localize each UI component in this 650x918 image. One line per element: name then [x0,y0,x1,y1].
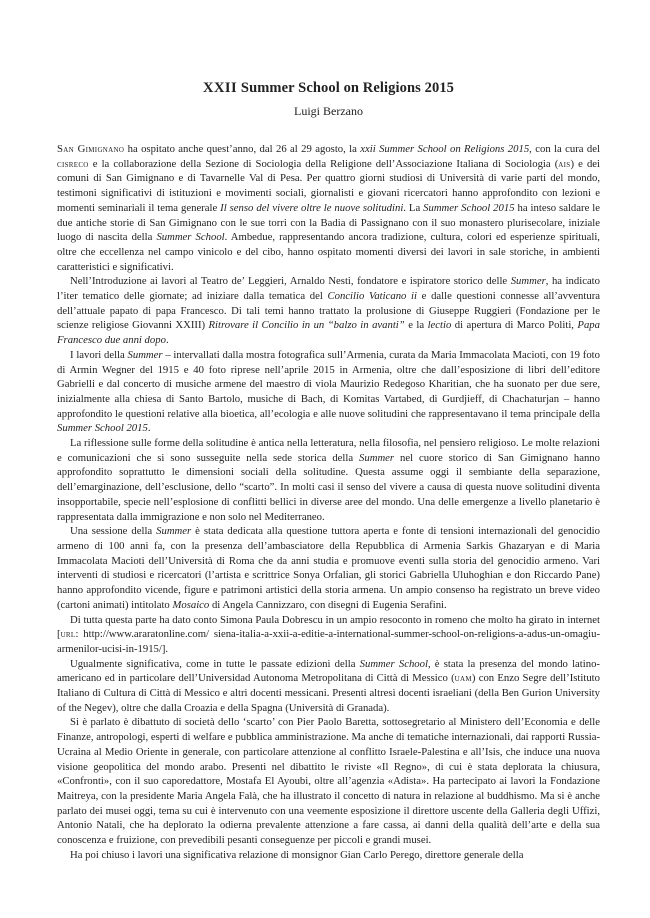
body-paragraph [57,436,600,524]
italic-text: Il senso del vivere oltre le nuove solitudini [220,201,404,214]
paragraph-text: Si è parlato è dibattuto di società dello ‘scarto’ con Pier Paolo Baretta, sottosegretario al Ministero dell’Economia e delle Finanze, antropologi, esperti di welfare e pubblica amministrazione. Ma anche di tematiche internazionali, dai rapporti Russia-Ucraina al Medio Oriente in generale, con particolare attenzione al conflitto Israele-Palestina e all’Isis, che induce una nuova visione geopolitica del mondo arabo. Presenti nel dibattito le riviste «Il Regno», di cui è stata deplorata la chiusura, «Confronti», con il suo caporedattore, Mostafa El Ayoubi, oltre all’agenzia «Adista». Ha partecipato ai lavori la Fondazione Maitreya, con la presidente Maria Angela Falà, che ha illustrato il concetto di natura in relazione al buddhismo. Ma si è anche parlato dei musei oggi, tema su cui è intervenuto con una veemente esposizione il direttore uscente della Galleria degli Uffizi, Antonio Natali, che ha deplorato la odierna prevalente attenzione a fare cassa, ai danni della qualità dell’arte e della sua conoscenza e fruizione, con prevedibili pesanti conseguenze per piccoli e grandi musei. [57,716,600,847]
article-body [57,142,600,862]
italic-text: Summer School [359,657,428,670]
paragraph-text: – intervallati dalla mostra fotografica sull’Armenia, curata da Maria Immacolata Macioti, con 19 foto di Armin Wegner del 1915 e 40 foto riprese nell’aprile 2015 in Armenia, oltre che dall’esposizione di libri dell’editore Gabrielli e dal concerto di musiche armene del maestro di viola Maurizio Redegoso Kharitian, che ha suonato per due sere, inizialmente alla chiesa di Santo Bartolo, musiche di Bach, di Komitas Vartabed, di Gurdjieff, di Chachaturjan – hanno approfondito le questioni relative alla bioetica, all’ecologia e alle nuove solitudini che rappresentavano il tema principale della [57,348,600,420]
body-paragraph [57,348,600,436]
paragraph-text: Ugualmente significativa, come in tutte le passate edizioni della [70,657,360,670]
paragraph-text: , ha indicato l’iter tematico delle giornate; ad iniziare dalla tematica del [57,275,600,303]
paragraph-text: nel cuore storico di San Gimignano hanno approfondito soprattutto le dimensioni sociali della solitudine. Questa assume oggi il sembiante della separazione, dell’emarginazione, dell’esclusione, dello “scarto”. In molti casi il senso del vivere a causa di questa nuove solitudini diventa insopportabile, specie nell’esplosione di conflitti bellici in diverse aree del mondo. Una delle emergenze a livello planetario è rappresentata dalla immigrazione e non solo nel Mediterraneo. [57,451,600,523]
paragraph-text: : http://www.araratonline.com/ siena-italia-a-xxii-a-editie-a-international-summer-school-on-religions-a-adus-un-omagiu-armenilor-ucisi-in-1915/]. [57,628,600,655]
body-paragraph [57,142,600,274]
italic-text: Summer School [156,231,225,244]
article-title [57,80,600,97]
title-text: Summer School on Religions 2015 [237,80,455,96]
paragraph-text: . [165,334,169,347]
paragraph-text: Una sessione della [70,525,157,538]
paragraph-text: Di tutta questa parte ha dato conto Simona Paula Dobrescu in un ampio resoconto in romeno che molto ha girato in internet [ [57,613,600,641]
italic-text: Concilio Vaticano ii [327,290,417,303]
title-edition-number: XXII [202,80,238,96]
body-paragraph [57,524,600,612]
paragraph-text: Nell’Introduzione ai lavori al Teatro de’ Leggieri, Arnaldo Nesti, fondatore e ispiratore storico delle [70,275,511,288]
paragraph-text: La riflessione sulle forme della solitudine è antica nella letteratura, nella filosofia, nel pensiero religioso. Le molte relazioni e comunicazioni che si sono susseguite nella sede storica della [57,437,600,464]
italic-text: Mosaico [172,598,210,611]
italic-text: Ritrovare il Concilio in un “balzo in avanti” [208,319,405,332]
paragraph-text: ) con Enzo Segre dell’Istituto Italiano di Cultura di Città di Messico e altri docenti messicani. Presenti altresì docenti israeliani (della Ben Gurion University of the Negev), oltre che dalla Croazia e della Spagna (Università di Granada). [57,672,600,714]
italic-text: Papa Francesco due anni dopo [57,319,600,347]
paragraph-text: è stata dedicata alla questione tuttora aperta e fonte di tensioni internazionali del genocidio armeno di 100 anni fa, con la presenza dell’ambasciatore della Repubblica di Armenia Sarkis Ghazaryan e di Maria Immacolata Macioti dell’Università di Roma che da anni studia e promuove eventi sulla storia del genocidio armeno. Vari interventi di studiosi e ricercatori (l’artista e scrittrice Sonya Orfalian, gli storici Gabriella Uluhoghian e don Riccardo Pane) hanno approfondito vicende, figure e patrimoni artistici della storia armena. Un ampio consenso ha registrato un breve video (cartoni animati) intitolato [57,525,600,611]
italic-text: Summer [510,275,546,288]
small-caps-text: uam [454,672,472,685]
paragraph-text: ) e dei comuni di San Gimignano e di Tavarnelle Val di Pesa. Per quattro giorni studiosi di Università di varie parti del mondo, testimoni significativi di istituzioni e movimenti sociali, giornalisti e giovani ricercatori hanno approfondito con lezioni e momenti seminariali il tema generale [57,157,601,214]
italic-text: Summer [156,525,192,538]
body-paragraph [57,613,600,657]
paragraph-text: e la [404,319,428,332]
italic-text: Summer School 2015 [57,422,148,435]
paragraph-text: di apertura di Marco Politi, [451,319,578,332]
paragraph-text: ha ospitato anche quest’anno, dal 26 al 29 agosto, la [124,143,361,155]
paragraph-text: I lavori della [70,348,128,361]
italic-text: Summer School 2015 [423,201,515,214]
body-paragraph [57,715,600,847]
paragraph-text: , è stata la presenza del mondo latino-americano ed in particolare dell’Universidad Autonoma Metropolitana di Città di Messico ( [57,657,600,685]
body-paragraph [57,274,600,348]
small-caps-text: url [60,628,76,641]
italic-text: Summer [127,348,163,361]
paragraph-text: . La [403,201,424,214]
paragraph-text: . [147,422,151,435]
small-caps-text: cisreco [57,157,89,170]
paragraph-text: , con la cura del [529,143,600,155]
paragraph-text: ha inteso saldare le due antiche storie di San Gimignano con le sue torri con la Badia di Passignano con il suo monastero plurisecolare, iniziale luogo di nascita della [57,201,600,244]
italic-text: xxii Summer School on Religions 2015 [360,143,530,155]
paragraph-text: e dalle questioni connesse all’avventura dell’attuale papato di papa Francesco. Di tali temi hanno trattato la prolusione di Giuseppe Ruggieri (Fondazione per le scienze religiose Giovanni XXIII) [57,290,600,332]
paragraph-text: di Angela Cannizzaro, con disegni di Eugenia Serafini. [209,598,447,611]
paragraph-text: e la collaborazione della Sezione di Sociologia della Religione dell’Associazione Italiana di Sociologia ( [88,157,559,170]
body-paragraph [57,657,600,716]
italic-text: Summer [359,451,395,464]
italic-text: lectio [427,319,452,332]
paragraph-text: Ha poi chiuso i lavori una significativa relazione di monsignor Gian Carlo Perego, direttore generale della [70,848,524,861]
body-paragraph [57,848,600,863]
paragraph-text: . Ambedue, rappresentando ancora tradizione, cultura, colori ed esperienze spirituali, oltre che eccellenza nel campo vinicolo e del cibo, hanno ospitato momenti diversi dei lavori in sale storiche, in ambienti caratteristici e significativi. [57,231,600,273]
small-caps-text: San Gimignano [57,143,125,155]
small-caps-text: ais [558,157,571,170]
article-author: Luigi Berzano [294,104,363,118]
